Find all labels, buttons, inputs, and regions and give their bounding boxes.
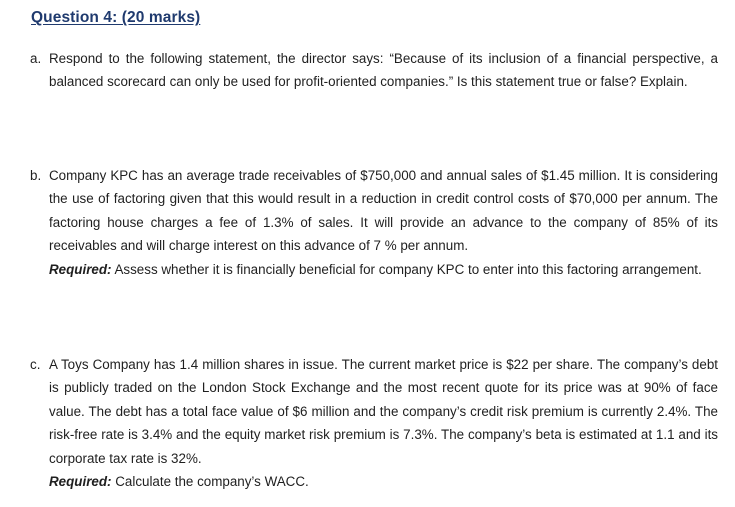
required-label: Required:	[49, 261, 112, 277]
part-c-text: A Toys Company has 1.4 million shares in issue. The current market price is $22 per share. The company’s debt is publicly traded on the London Stock Exchange and the most recent quote for its price was at 90% of face value. The debt has a total face value of $6 million and the company’s credit risk premium is currently 2.4%. The risk-free rate is 3.4% and the equity market risk premium is 7.3%. The company’s beta is estimated at 1.1 and its corporate tax rate is 32%.	[49, 357, 718, 466]
question-heading: Question 4: (20 marks)	[31, 9, 201, 26]
required-text: Calculate the company’s WACC.	[111, 474, 309, 490]
part-letter: c.	[30, 357, 41, 372]
part-letter: a.	[30, 51, 42, 66]
required-label: Required:	[49, 474, 112, 490]
part-c-required	[49, 470, 718, 493]
part-a-text: Respond to the following statement, the director says: “Because of its inclusion of a financial perspective, a balanced scorecard can only be used for profit-oriented companies.” Is this statement true or false? Explain.	[49, 51, 718, 90]
part-b-text: Company KPC has an average trade receivables of $750,000 and annual sales of $1.45 million. It is considering the use of factoring given that this would result in a reduction in credit control costs of $70,000 per annum. The factoring house charges a fee of 1.3% of sales. It will provide an advance to the company of 85% of its receivables and will charge interest on this advance of 7 % per annum.	[49, 168, 718, 254]
required-text: Assess whether it is financially beneficial for company KPC to enter into this factoring arrangement.	[111, 261, 702, 277]
part-b-required	[49, 258, 718, 281]
question-part-c	[30, 353, 718, 493]
part-letter: b.	[30, 168, 42, 183]
question-part-b	[30, 164, 718, 281]
question-part-a	[30, 47, 718, 94]
